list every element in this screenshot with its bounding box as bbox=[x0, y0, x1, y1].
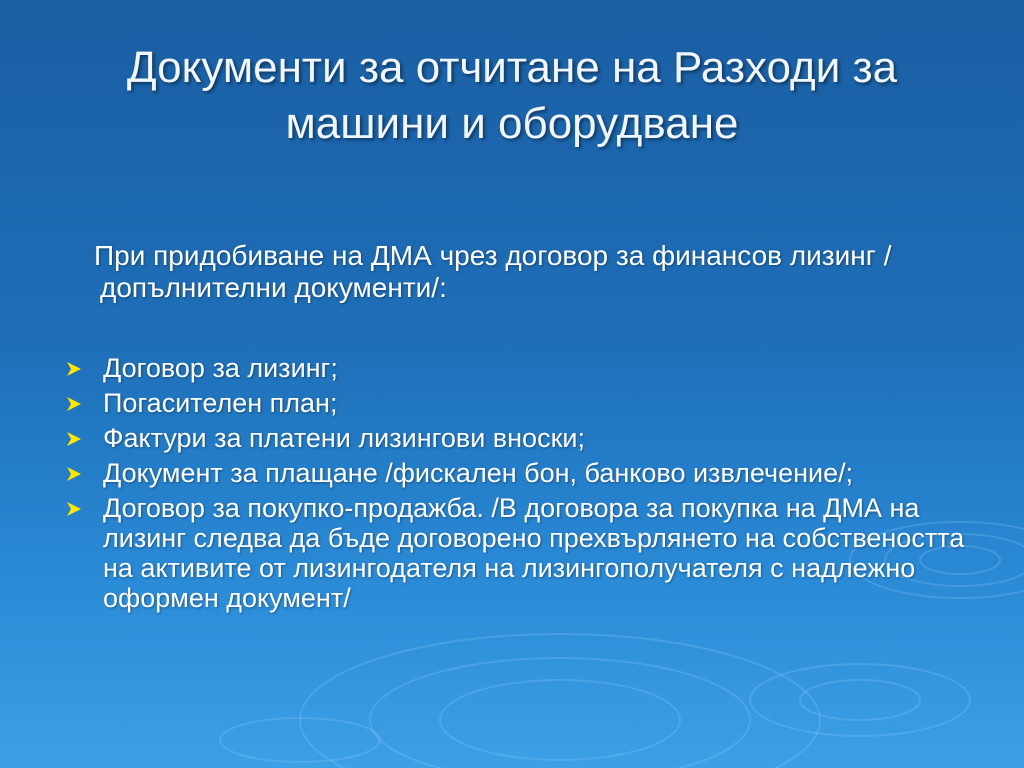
bullet-text: Договор за покупко-продажба. /В договора за покупка на ДМА на лизинг следва да бъде договорено прехвърлянето на собствеността на активите от лизингодателя на лизингополучателя с надлежно оформен документ/ bbox=[103, 493, 965, 613]
bullet-item bbox=[60, 458, 980, 488]
bullet-text: Погасителен план; bbox=[103, 388, 338, 418]
arrow-bullet-icon bbox=[64, 500, 84, 518]
arrow-bullet-icon bbox=[64, 360, 84, 378]
bullet-text: Фактури за платени лизингови вноски; bbox=[103, 423, 585, 453]
arrow-bullet-icon bbox=[64, 395, 84, 413]
bullet-item bbox=[60, 493, 980, 613]
bullet-item bbox=[60, 353, 980, 383]
bullet-text: Договор за лизинг; bbox=[103, 353, 338, 383]
intro-paragraph: При придобиване на ДМА чрез договор за финансов лизинг /допълнителни документи/: bbox=[94, 240, 892, 303]
bullet-item bbox=[60, 388, 980, 418]
arrow-bullet-icon bbox=[64, 430, 84, 448]
slide-title: Документи за отчитане на Разходи за машини и оборудване bbox=[126, 43, 898, 148]
arrow-bullet-icon bbox=[64, 465, 84, 483]
bullet-list bbox=[60, 353, 980, 618]
bullet-text: Документ за плащане /фискален бон, банково извлечение/; bbox=[103, 458, 854, 488]
bullet-item bbox=[60, 423, 980, 453]
